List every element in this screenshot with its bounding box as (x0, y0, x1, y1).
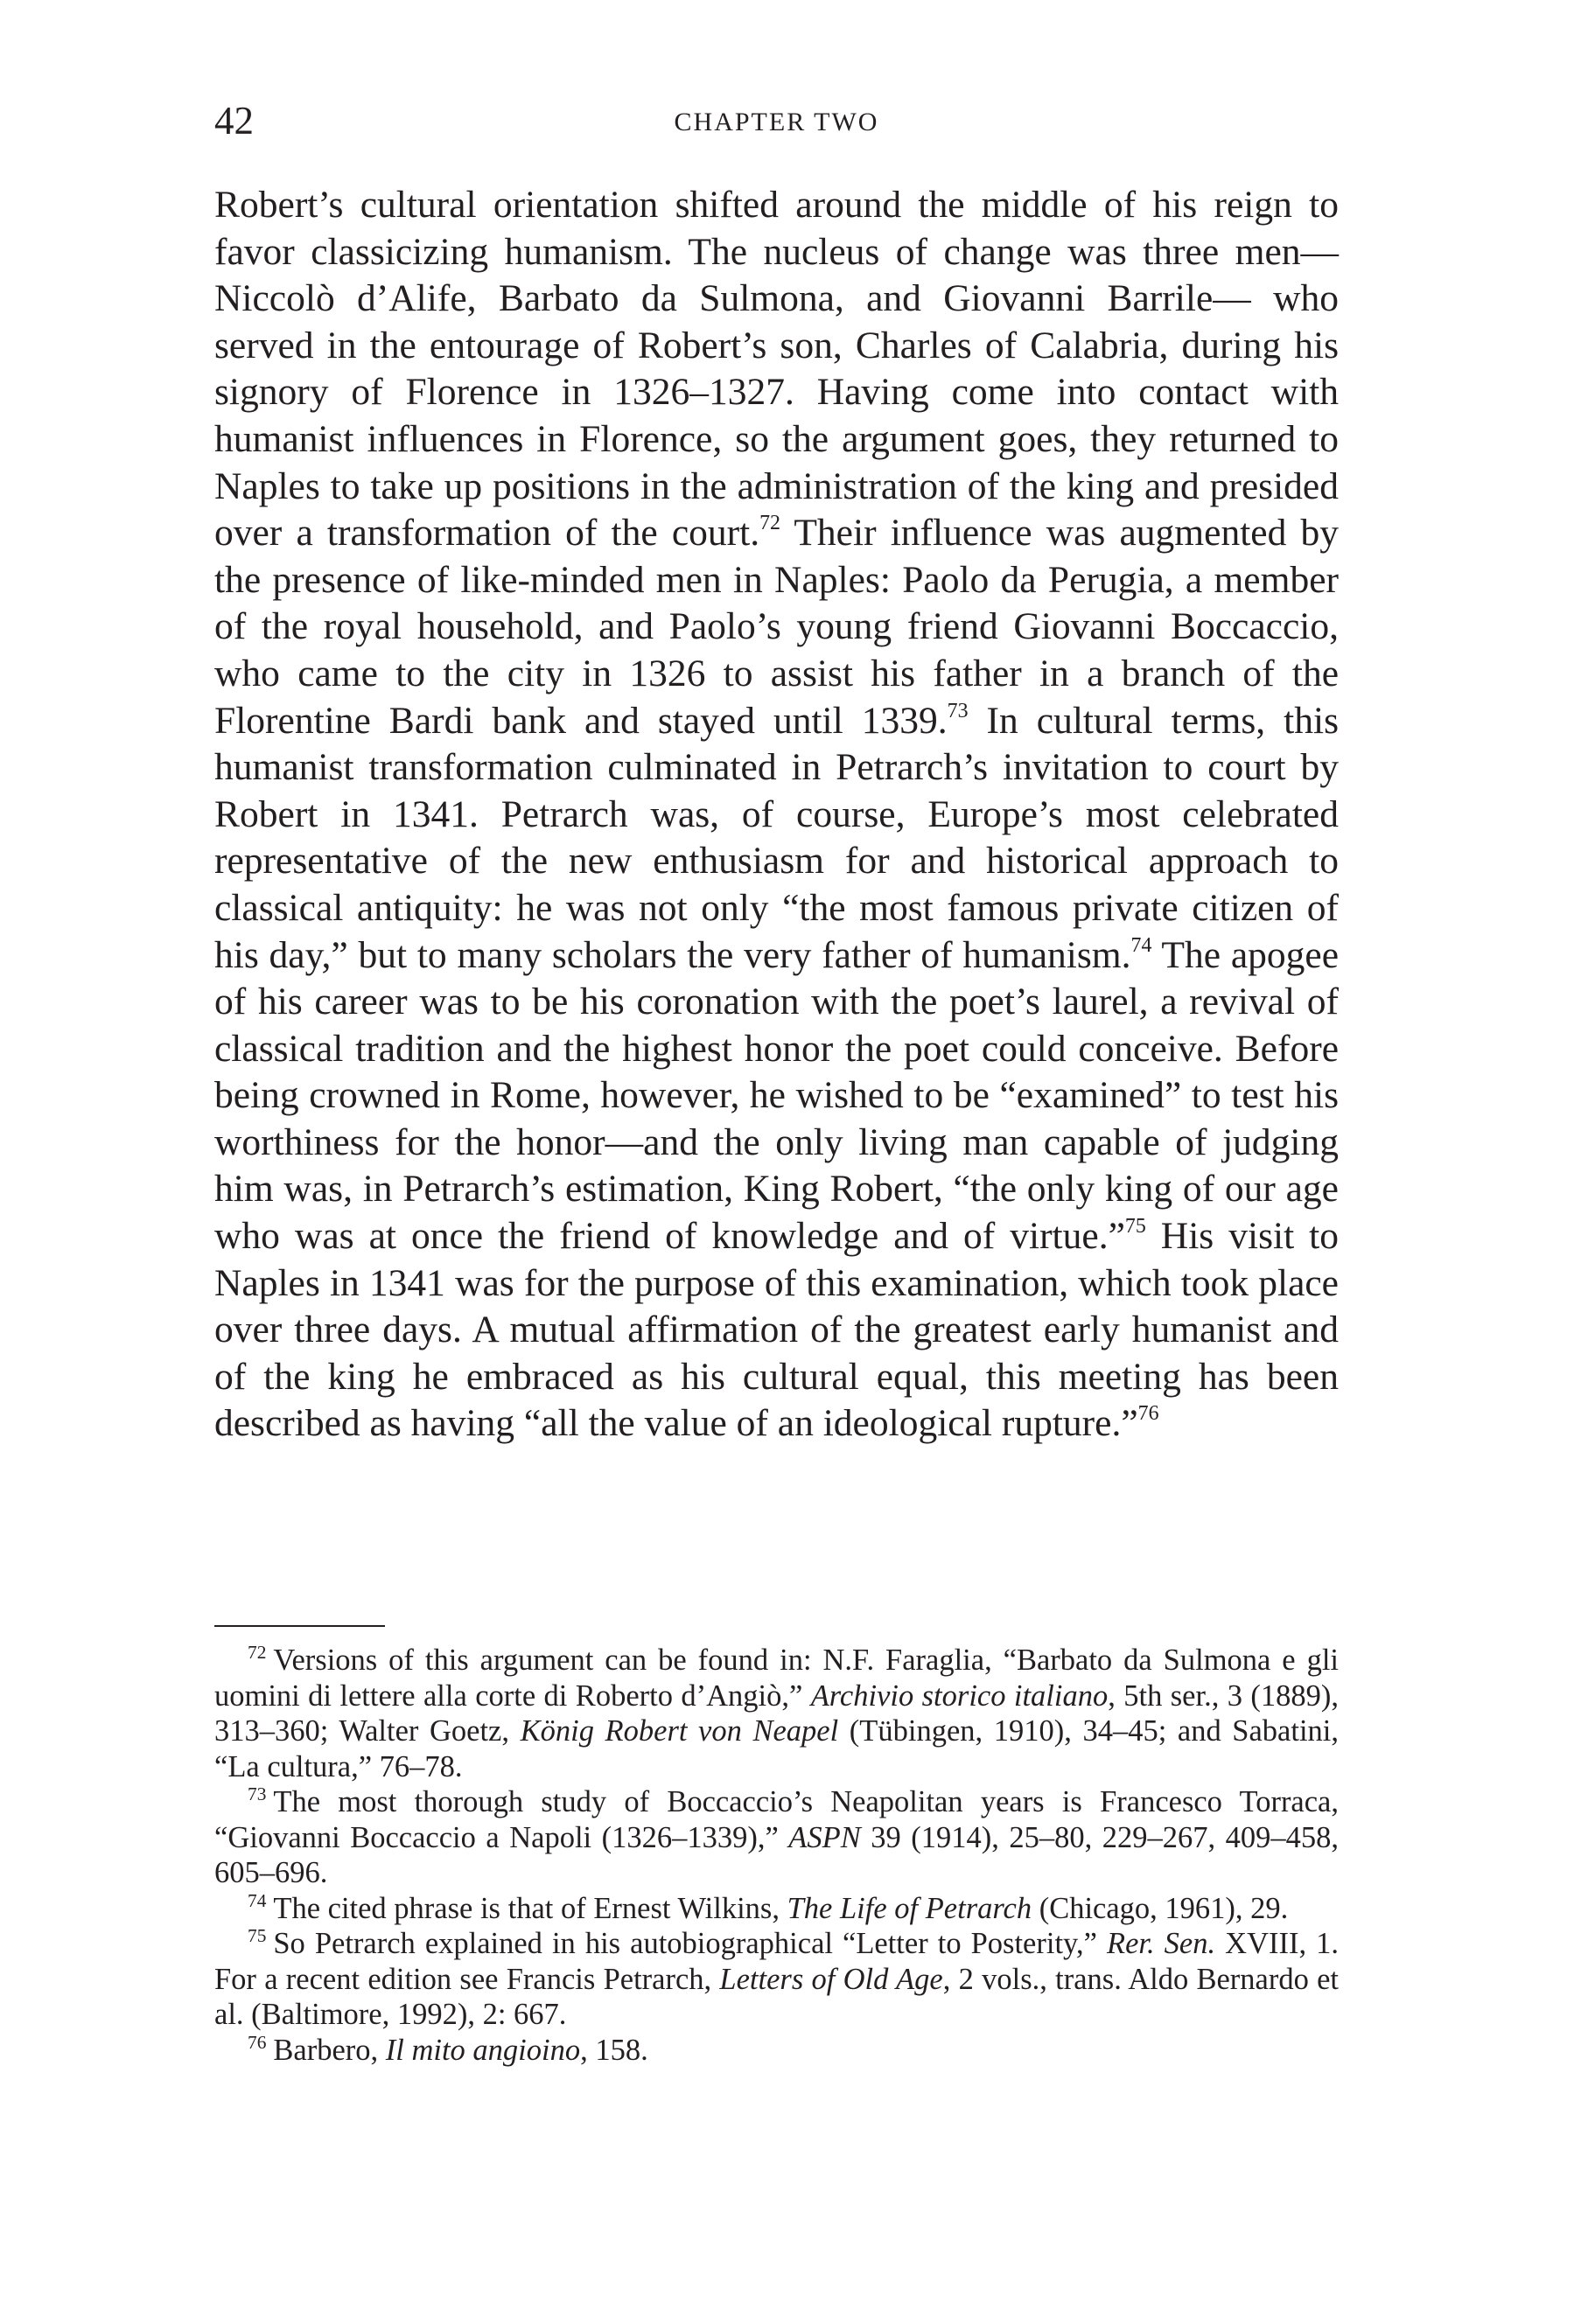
page-number: 42 (214, 99, 254, 143)
book-title: König Robert von Neapel (520, 1714, 839, 1748)
body-paragraph (214, 182, 1339, 1448)
footnote-number: 72 (248, 1642, 267, 1664)
book-title: Letters of Old Age (719, 1962, 943, 1996)
note-ref-76: 76 (1137, 1402, 1159, 1426)
footnote-76: $^{76}$ Barbero, Il mito angioino, 158. (248, 2031, 648, 2067)
footnote-number: 73 (248, 1783, 267, 1805)
running-head (214, 94, 1339, 147)
journal-title: ASPN (788, 1820, 861, 1854)
footnote-rule (214, 1625, 385, 1627)
body-segment: Robert’s cultural orientation shifted around the middle of his reign to favor classicizing humanism. The nucleus of change was three men—Niccolò d’Alife, Barbato da Sulmona, and Giovanni Barrile— who served in the entourage of Robert’s son, Charles of Calabria, during his signory of Florence in 1326–1327. Having come into contact with humanist influences in Florence, so the argument goes, they returned to Naples to take up positions in the administration of the king and presided over a transformation of the court. (214, 184, 1339, 555)
footnote-number: 74 (248, 1889, 267, 1911)
work-title: Rer. Sen. (1107, 1927, 1216, 1960)
body-segment: His visit to Naples in 1341 was for the purpose of this examination, which took place over three days. A mutual affirmation of the greatest early humanist and of the king he embraced as his cultural equal, this meeting has been described as having “all the value of an ideological rupture.” (214, 1215, 1340, 1445)
note-ref-75: 75 (1124, 1215, 1146, 1239)
footnote-number: 76 (248, 2031, 267, 2053)
note-ref-72: 72 (759, 512, 780, 535)
footnote-number: 75 (248, 1925, 267, 1947)
body-segment: The apogee of his career was to be his coronation with the poet’s laurel, a revival of classical tradition and the highest honor the poet could conceive. Before being crowned in Rome, however, he wished to be “examined” to test his worthiness for the honor—and the only living man capable of judging him was, in Petrarch’s estimation, King Robert, “the only king of our age who was at once the friend of knowledge and of virtue.” (214, 933, 1340, 1258)
footnote-73: $^{73}$ The most thorough study of Boccaccio’s Neapolitan years is Francesco Torraca, “Giovanni Boccaccio a Napoli (1326–1339),” ASPN 39 (1914), 25–80, 229–267, 409–458, 605–696. (214, 1783, 1339, 1889)
journal-title: Archivio storico italiano (810, 1678, 1109, 1713)
book-title: The Life of Petrarch (787, 1891, 1032, 1925)
footnotes (214, 1643, 1339, 2068)
chapter-title: CHAPTER TWO (674, 108, 879, 136)
footnote-75: $^{75}$ So Petrarch explained in his autobiographical “Letter to Posterity,” Rer. Sen. XVIII, 1. For a recent edition see Francis Petrarch, Letters of Old Age, 2 vols., trans. Aldo Bernardo et al. (Baltimore, 1992), 2: 667. (214, 1925, 1340, 2031)
book-title: Il mito angioino (385, 2033, 581, 2067)
body-segment: Their influence was augmented by the presence of like-minded men in Naples: Paolo da Perugia, a member of the royal household, and Paolo’s young friend Giovanni Boccaccio, who came to the city in 1326 to assist his father in a branch of the Florentine Bardi bank and stayed until 1339. (214, 512, 1339, 742)
footnote-74: $^{74}$ The cited phrase is that of Ernest Wilkins, The Life of Petrarch (Chicago, 1961), 29. (248, 1889, 1289, 1925)
body-segment: In cultural terms, this humanist transformation culminated in Petrarch’s invitation to court by Robert in 1341. Petrarch was, of course, Europe’s most celebrated representative of the new enthusiasm for and historical approach to classical antiquity: he was not only “the most famous private citizen of his day,” but to many scholars the very father of humanism. (214, 699, 1339, 976)
note-ref-73: 73 (947, 699, 969, 722)
footnote-72: $^{72}$ Versions of this argument can be found in: N.F. Faraglia, “Barbato da Sulmona e gli uomini di lettere alla corte di Roberto d’Angiò,” Archivio storico italiano, 5th ser., 3 (1889), 313–360; Walter Goetz, König Robert von Neapel (Tübingen, 1910), 34–45; and Sabatini, “La cultura,” 76–78. (214, 1642, 1339, 1783)
note-ref-74: 74 (1130, 933, 1152, 957)
body-text (214, 182, 1339, 1448)
